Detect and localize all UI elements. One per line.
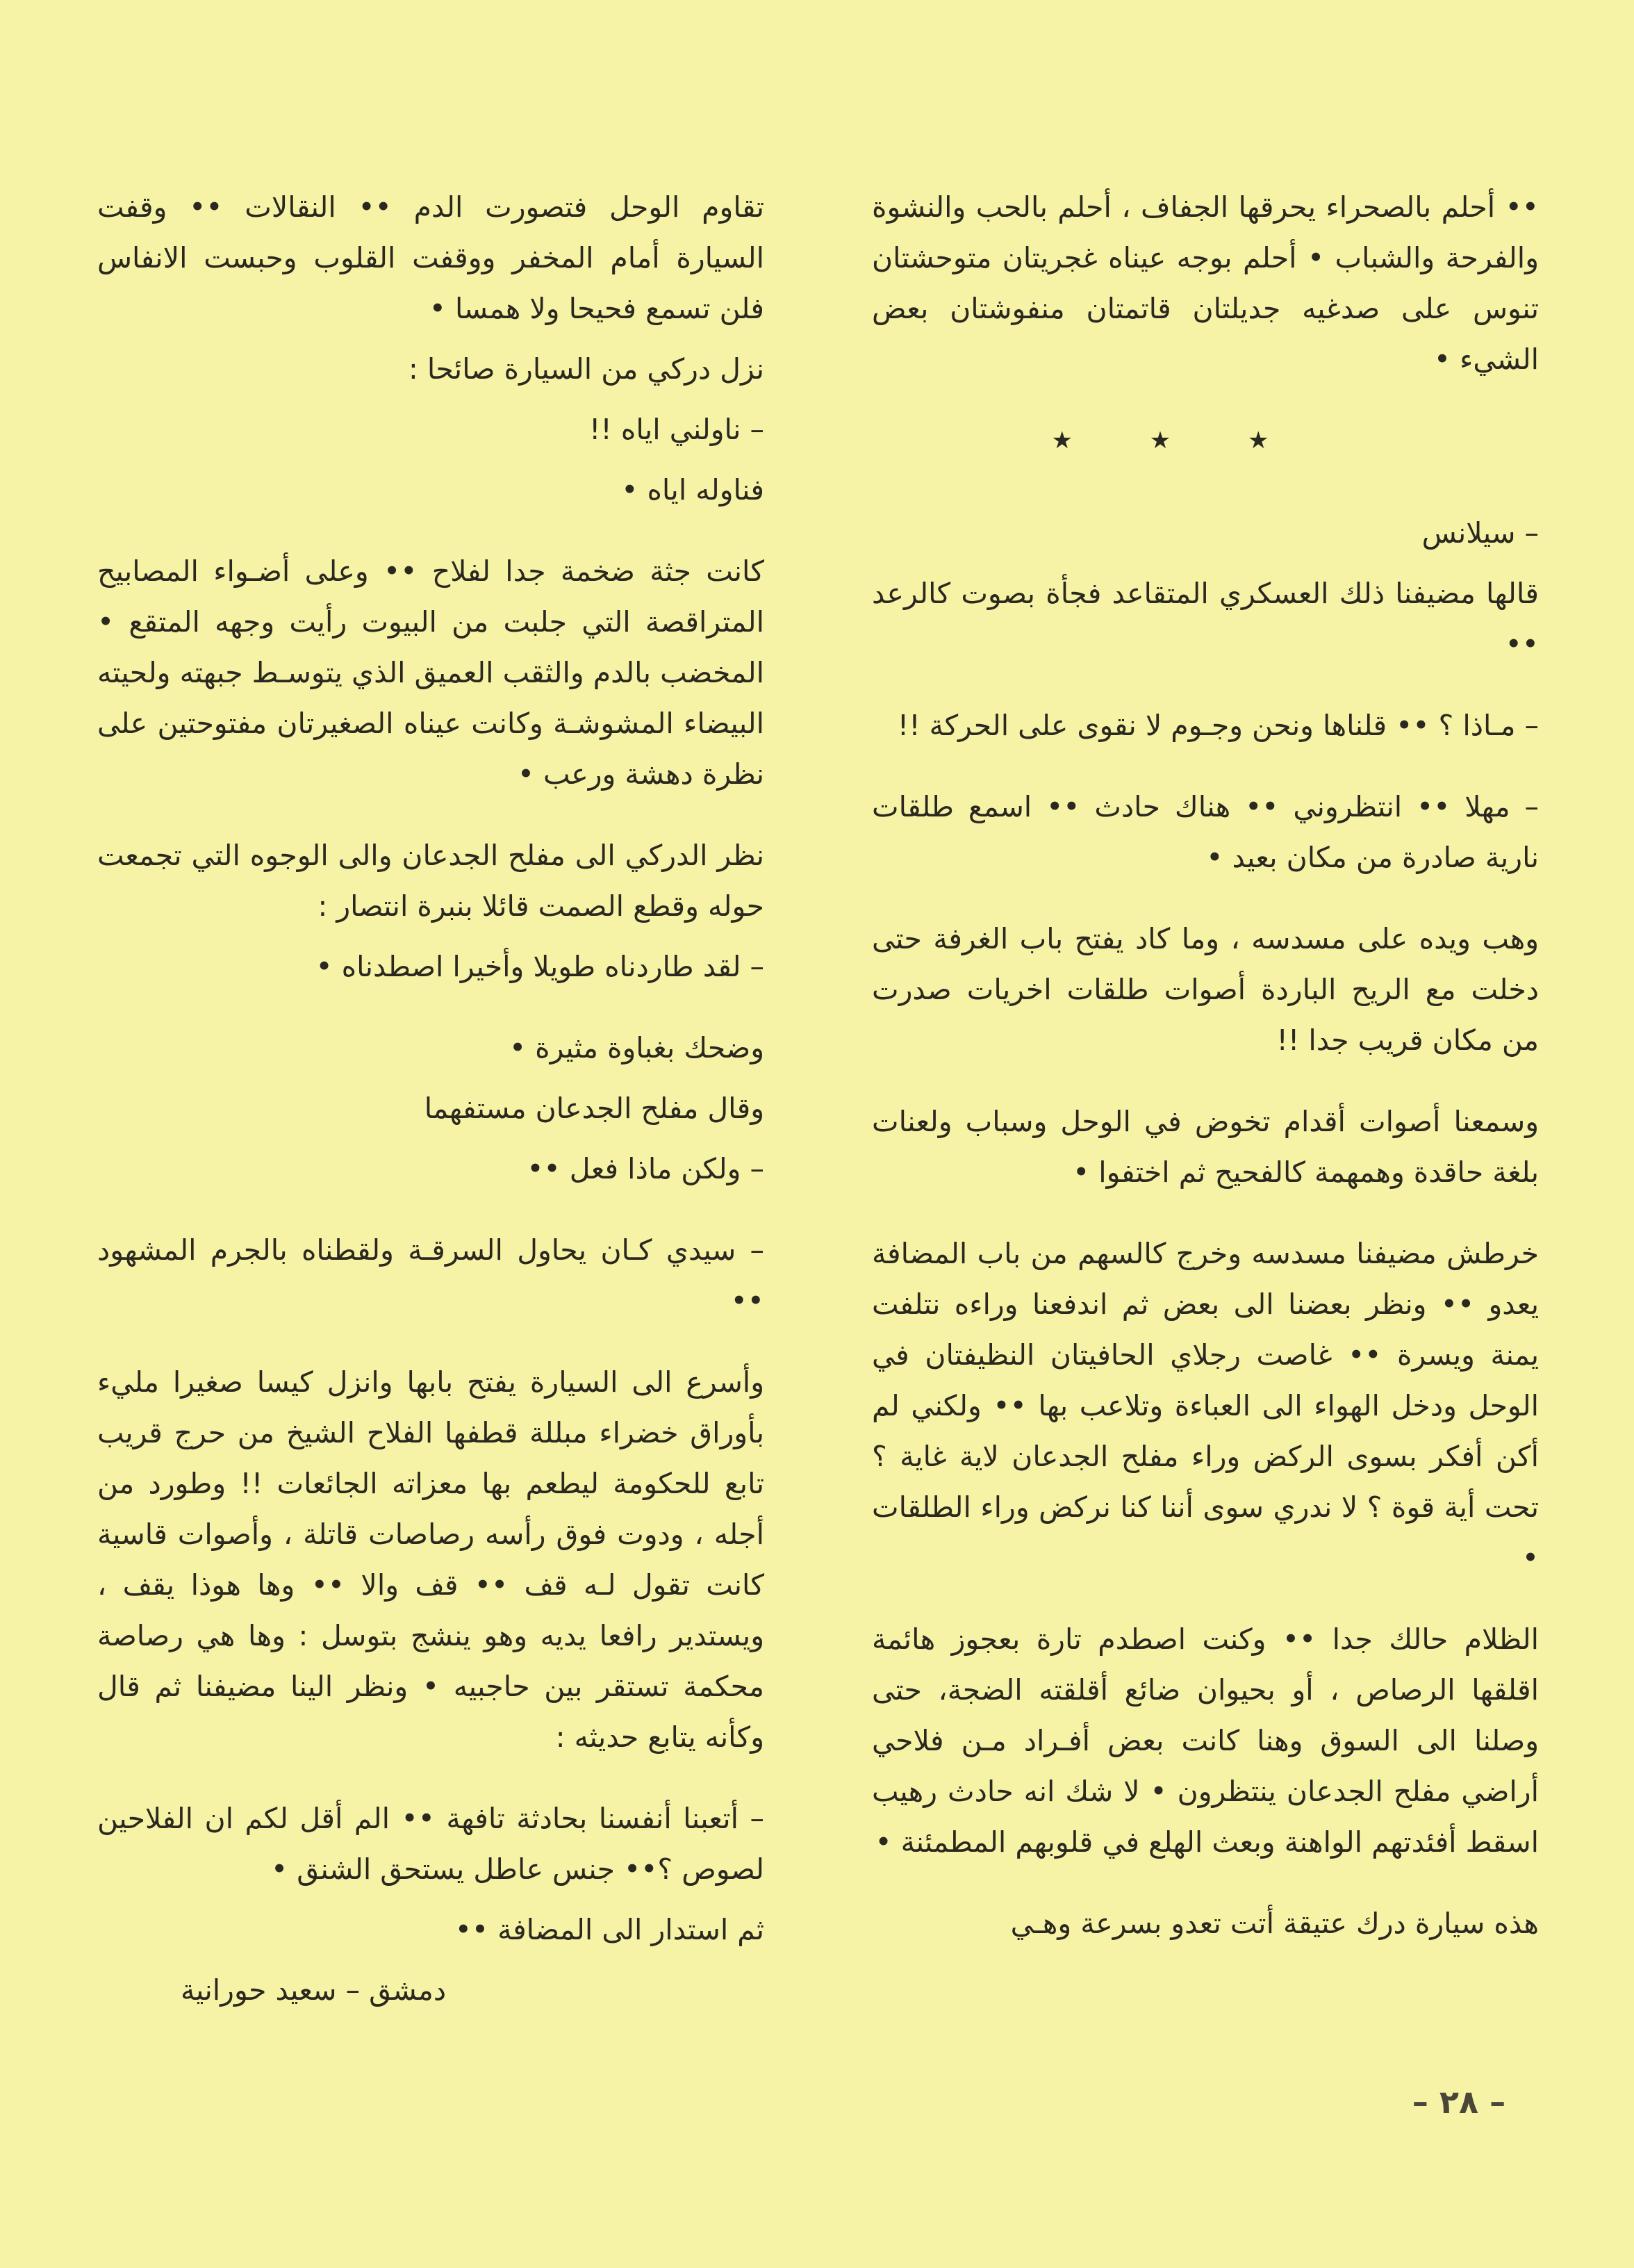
paragraph: كانت جثة ضخمة جدا لفلاح •• وعلى أضـواء المصابيح المتراقصة التي جلبت من البيوت رأيت وجهه المتقع • المخضب بالدم والثقب العميق الذي يتوسـط جبهته ولحيته البيضاء المشوشـة وكانت عيناه الصغيرتان مفتوحتين على نظرة دهشة ورعب •	[97, 554, 764, 791]
section-divider-stars: ★ ★ ★	[1051, 427, 1304, 454]
paragraph: وقال مفلح الجدعان مستفهما	[424, 1092, 764, 1125]
right-column	[872, 182, 1539, 1980]
dialogue-line: – سيدي كـان يحاول السرقـة ولقطناه بالجرم المشهود ••	[97, 1233, 764, 1317]
dialogue-line: – لقد طاردناه طويلا وأخيرا اصطدناه •	[315, 950, 764, 983]
author-signature: دمشق – سعيد حورانية	[181, 1973, 447, 2007]
dialogue-line: – ناولني اياه !!	[589, 413, 764, 446]
paragraph: وأسرع الى السيارة يفتح بابها وانزل كيسا صغيرا مليء بأوراق خضراء مبللة قطفها الفلاح الشيخ من حرج قريب تابع للحكومة ليطعم بها معزاته الجائعات !! وطورد من أجله ، ودوت فوق رأسه رصاصات قاتلة ، وأصوات قاسية كانت تقول لـه قف •• قف والا •• وها هوذا يقف ، ويستدير رافعا يديه وهو ينشج بتوسل : وها هي رصاصة محكمة تستقر بين حاجبيه • ونظر الينا مضيفنا ثم قال وكأنه يتابع حديثه :	[97, 1365, 764, 1754]
paragraph: ثم استدار الى المضافة ••	[454, 1913, 764, 1946]
paragraph: هذه سيارة درك عتيقة أتت تعدو بسرعة وهـي	[1010, 1907, 1539, 1940]
paragraph: تقاوم الوحل فتصورت الدم •• النقالات •• وقفت السيارة أمام المخفر ووقفت القلوب وحبست الانفاس فلن تسمع فحيحا ولا همسا •	[97, 190, 764, 325]
paragraph: وهب ويده على مسدسه ، وما كاد يفتح باب الغرفة حتى دخلت مع الريح الباردة أصوات طلقات اخريات صدرت من مكان قريب جدا !!	[872, 922, 1539, 1057]
paragraph: وسمعنا أصوات أقدام تخوض في الوحل وسباب ولعنات بلغة حاقدة وهمهمة كالفحيح ثم اختفوا •	[872, 1105, 1539, 1189]
paragraph: فناوله اياه •	[621, 473, 764, 507]
dialogue-line: – أتعبنا أنفسنا بحادثة تافهة •• الم أقل لكم ان الفلاحين لصوص ؟•• جنس عاطل يستحق الشنق •	[97, 1802, 764, 1886]
paragraph: نزل دركي من السيارة صائحا :	[408, 352, 764, 386]
left-column	[97, 182, 764, 2016]
paragraph: نظر الدركي الى مفلح الجدعان والى الوجوه التي تجمعت حوله وقطع الصمت قائلا بنبرة انتصار :	[97, 839, 764, 923]
paragraph: قالها مضيفنا ذلك العسكري المتقاعد فجأة بصوت كالرعد ••	[872, 577, 1539, 661]
dialogue-line: – سيلانس	[1421, 516, 1539, 550]
page-number: – ٢٨ –	[1412, 2083, 1506, 2121]
paragraph: الظلام حالك جدا •• وكنت اصطدم تارة بعجوز هائمة اقلقها الرصاص ، أو بحيوان ضائع أقلقته الضجة، حتى وصلنا الى السوق وهنا كانت بعض أفـراد مـن فلاحي أراضي مفلح الجدعان ينتظرون • لا شك انه حادث رهيب اسقط أفئدتهم الواهنة وبعث الهلع في قلوبهم المطمئنة •	[872, 1622, 1539, 1859]
paragraph: وضحك بغباوة مثيرة •	[509, 1031, 764, 1065]
dialogue-line: – مهلا •• انتظروني •• هناك حادث •• اسمع طلقات نارية صادرة من مكان بعيد •	[872, 790, 1539, 874]
dialogue-line: – ولكن ماذا فعل ••	[527, 1152, 764, 1185]
paragraph: •• أحلم بالصحراء يحرقها الجفاف ، أحلم بالحب والنشوة والفرحة والشباب • أحلم بوجه عيناه غجريتان متوحشتان تنوس على صدغيه جديلتان قاتمتان منفوشتان بعض الشيء •	[872, 190, 1539, 376]
dialogue-line: – مـاذا ؟ •• قلناها ونحن وجـوم لا نقوى على الحركة !!	[897, 709, 1539, 742]
paragraph: خرطش مضيفنا مسدسه وخرج كالسهم من باب المضافة يعدو •• ونظر بعضنا الى بعض ثم اندفعنا وراءه نتلفت يمنة ويسرة •• غاصت رجلاي الحافيتان النظيفتان في الوحل ودخل الهواء الى العباءة وتلاعب بها •• ولكني لم أكن أفكر بسوى الركض وراء مفلح الجدعان لاية غاية ؟ تحت أية قوة ؟ لا ندري سوى أننا كنا نركض وراء الطلقات •	[872, 1237, 1539, 1575]
